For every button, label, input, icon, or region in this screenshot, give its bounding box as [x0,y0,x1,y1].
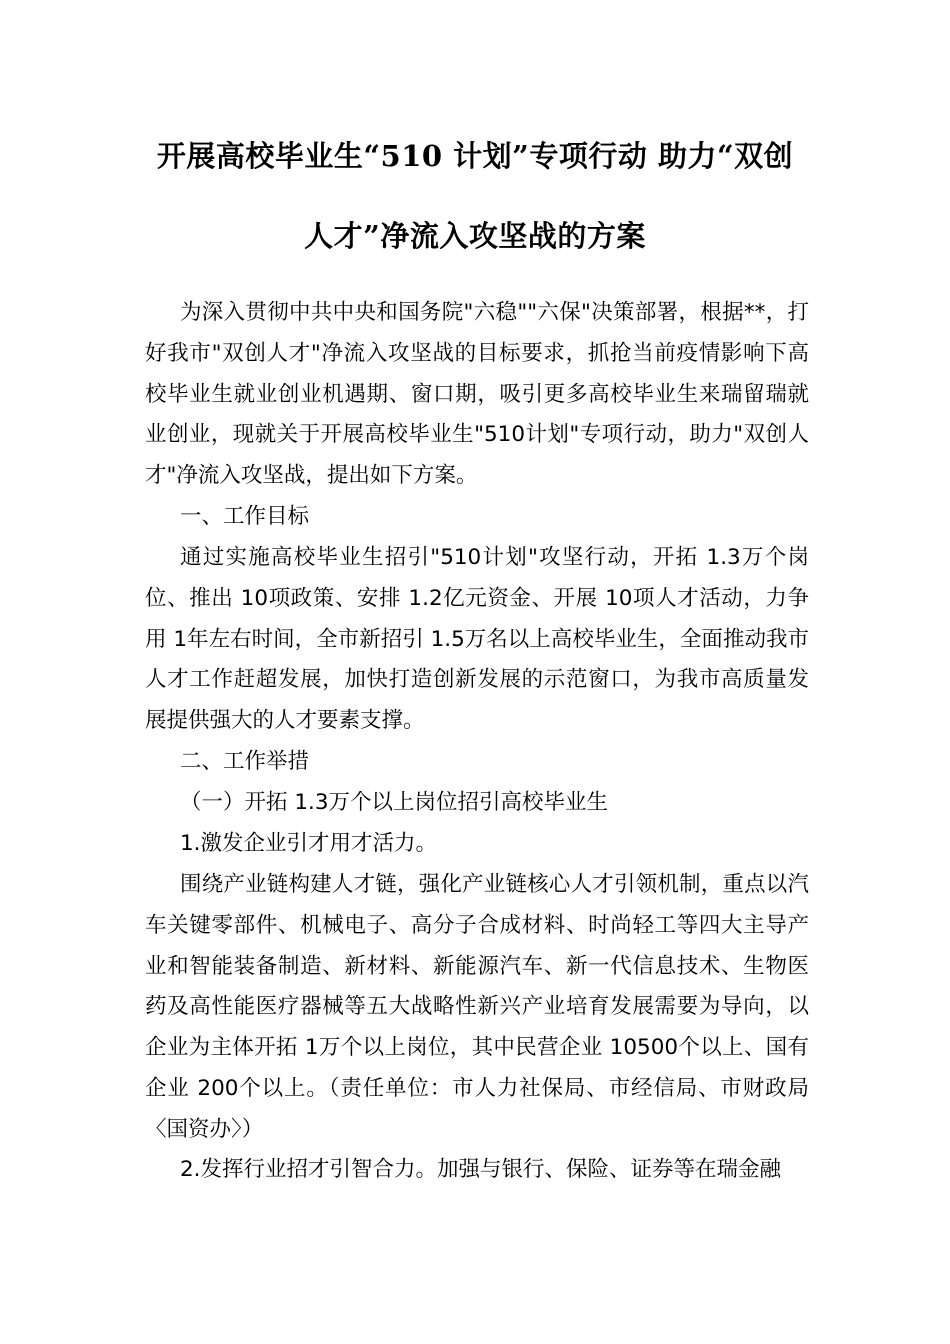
intro-paragraph: 为深入贯彻中共中央和国务院"六稳""六保"决策部署，根据**，打好我市"双创人才"净流入攻坚战的目标要求，抓抢当前疫情影响下高校毕业生就业创业机遇期、窗口期，吸引更多高校毕业生来瑞留瑞就业创业，现就关于开展高校毕业生"510计划"专项行动，助力"双创人才"净流入攻坚战，提出如下方案。 [145,300,809,489]
section-heading-goals: 一、工作目标 [180,504,310,529]
document-title-line-1: 开展高校毕业生“510 计划”专项行动 助力“双创 [156,139,794,173]
document-title-line-2: 人才”净流入攻坚战的方案 [304,219,646,253]
goals-paragraph: 通过实施高校毕业生招引"510计划"攻坚行动，开拓 1.3万个岗位、推出 10项政策、安排 1.2亿元资金、开展 10项人才活动，力争用 1年左右时间，全市新招引 1.5万名以上高校毕业生，全面推动我市人才工作赶超发展，加快打造创新发展的示范窗口，为我市高质量发展提供强大的人才要素支撑。 [145,545,809,734]
subsection-heading-1: （一）开拓 1.3万个以上岗位招引高校毕业生 [180,790,609,815]
section-heading-measures: 二、工作举措 [180,749,310,774]
item-1-paragraph: 围绕产业链构建人才链，强化产业链核心人才引领机制，重点以汽车关键零部件、机械电子、高分子合成材料、时尚轻工等四大主导产业和智能装备制造、新材料、新能源汽车、新一代信息技术、生物医药及高性能医疗器械等五大战略性新兴产业培育发展需要为导向，以企业为主体开拓 1万个以上岗位，其中民营企业 10500个以上、国有企业 200个以上。（责任单位：市人力社保局、市经信局、市财政局〈国资办〉） [145,872,809,1142]
item-2-paragraph: 2.发挥行业招才引智合力。加强与银行、保险、证券等在瑞金融 [180,1157,782,1182]
item-1-title: 1.激发企业引才用才活力。 [180,831,438,856]
